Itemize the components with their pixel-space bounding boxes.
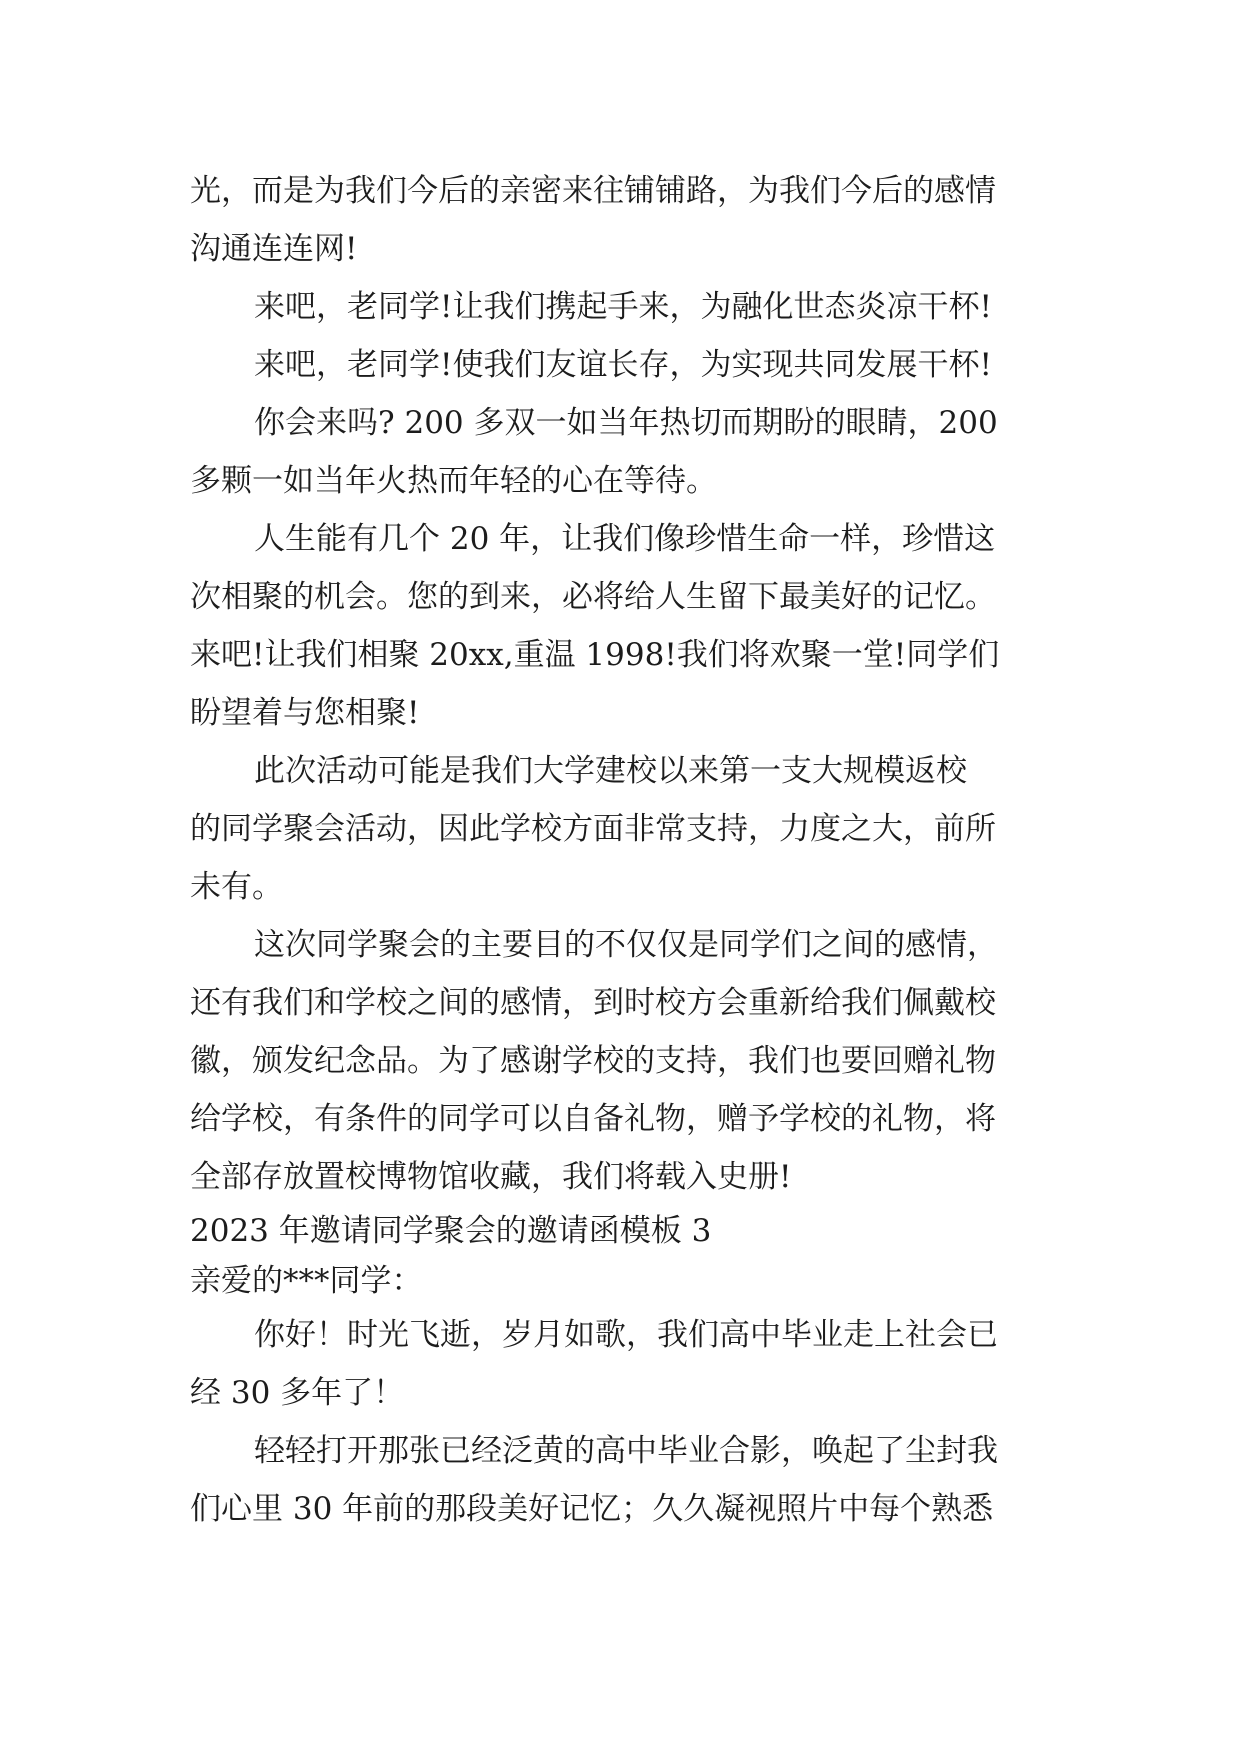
- text-line: 来吧，老同学!让我们携起手来，为融化世态炎凉干杯!: [254, 289, 992, 325]
- text-line: 次相聚的机会。您的到来，必将给人生留下最美好的记忆。: [190, 579, 996, 615]
- text-line: 你好！时光飞逝，岁月如歌，我们高中毕业走上社会已: [254, 1317, 998, 1353]
- text-line: 经 30 多年了！: [190, 1375, 405, 1411]
- text-line: 们心里 30 年前的那段美好记忆；久久凝视照片中每个熟悉: [190, 1491, 994, 1527]
- text-line: 给学校，有条件的同学可以自备礼物，赠予学校的礼物，将: [190, 1101, 996, 1137]
- text-line: 来吧!让我们相聚 20xx,重温 1998!我们将欢聚一堂!同学们: [190, 637, 1000, 673]
- text-line: 来吧，老同学!使我们友谊长存，为实现共同发展干杯!: [254, 347, 992, 383]
- text-line: 沟通连连网!: [190, 231, 358, 267]
- text-line: 徽，颁发纪念品。为了感谢学校的支持，我们也要回赠礼物: [190, 1043, 996, 1079]
- salutation: 亲爱的***同学：: [190, 1263, 423, 1299]
- text-line: 多颗一如当年火热而年轻的心在等待。: [190, 463, 717, 499]
- text-line: 未有。: [190, 869, 283, 905]
- text-line: 轻轻打开那张已经泛黄的高中毕业合影，唤起了尘封我: [254, 1433, 998, 1469]
- text-line: 的同学聚会活动，因此学校方面非常支持，力度之大，前所: [190, 811, 996, 847]
- text-line: 这次同学聚会的主要目的不仅仅是同学们之间的感情，: [254, 927, 998, 963]
- text-line: 此次活动可能是我们大学建校以来第一支大规模返校: [254, 753, 967, 789]
- text-line: 你会来吗? 200 多双一如当年热切而期盼的眼睛，200: [254, 405, 998, 441]
- text-line: 人生能有几个 20 年，让我们像珍惜生命一样，珍惜这: [254, 521, 996, 557]
- text-line: 光，而是为我们今后的亲密来往铺铺路，为我们今后的感情: [190, 173, 996, 209]
- text-line: 还有我们和学校之间的感情，到时校方会重新给我们佩戴校: [190, 985, 996, 1021]
- document-body: [190, 162, 1052, 1538]
- section-heading: 2023 年邀请同学聚会的邀请函模板 3: [190, 1213, 712, 1249]
- text-line: 全部存放置校博物馆收藏，我们将载入史册!: [190, 1159, 792, 1195]
- text-line: 盼望着与您相聚!: [190, 695, 420, 731]
